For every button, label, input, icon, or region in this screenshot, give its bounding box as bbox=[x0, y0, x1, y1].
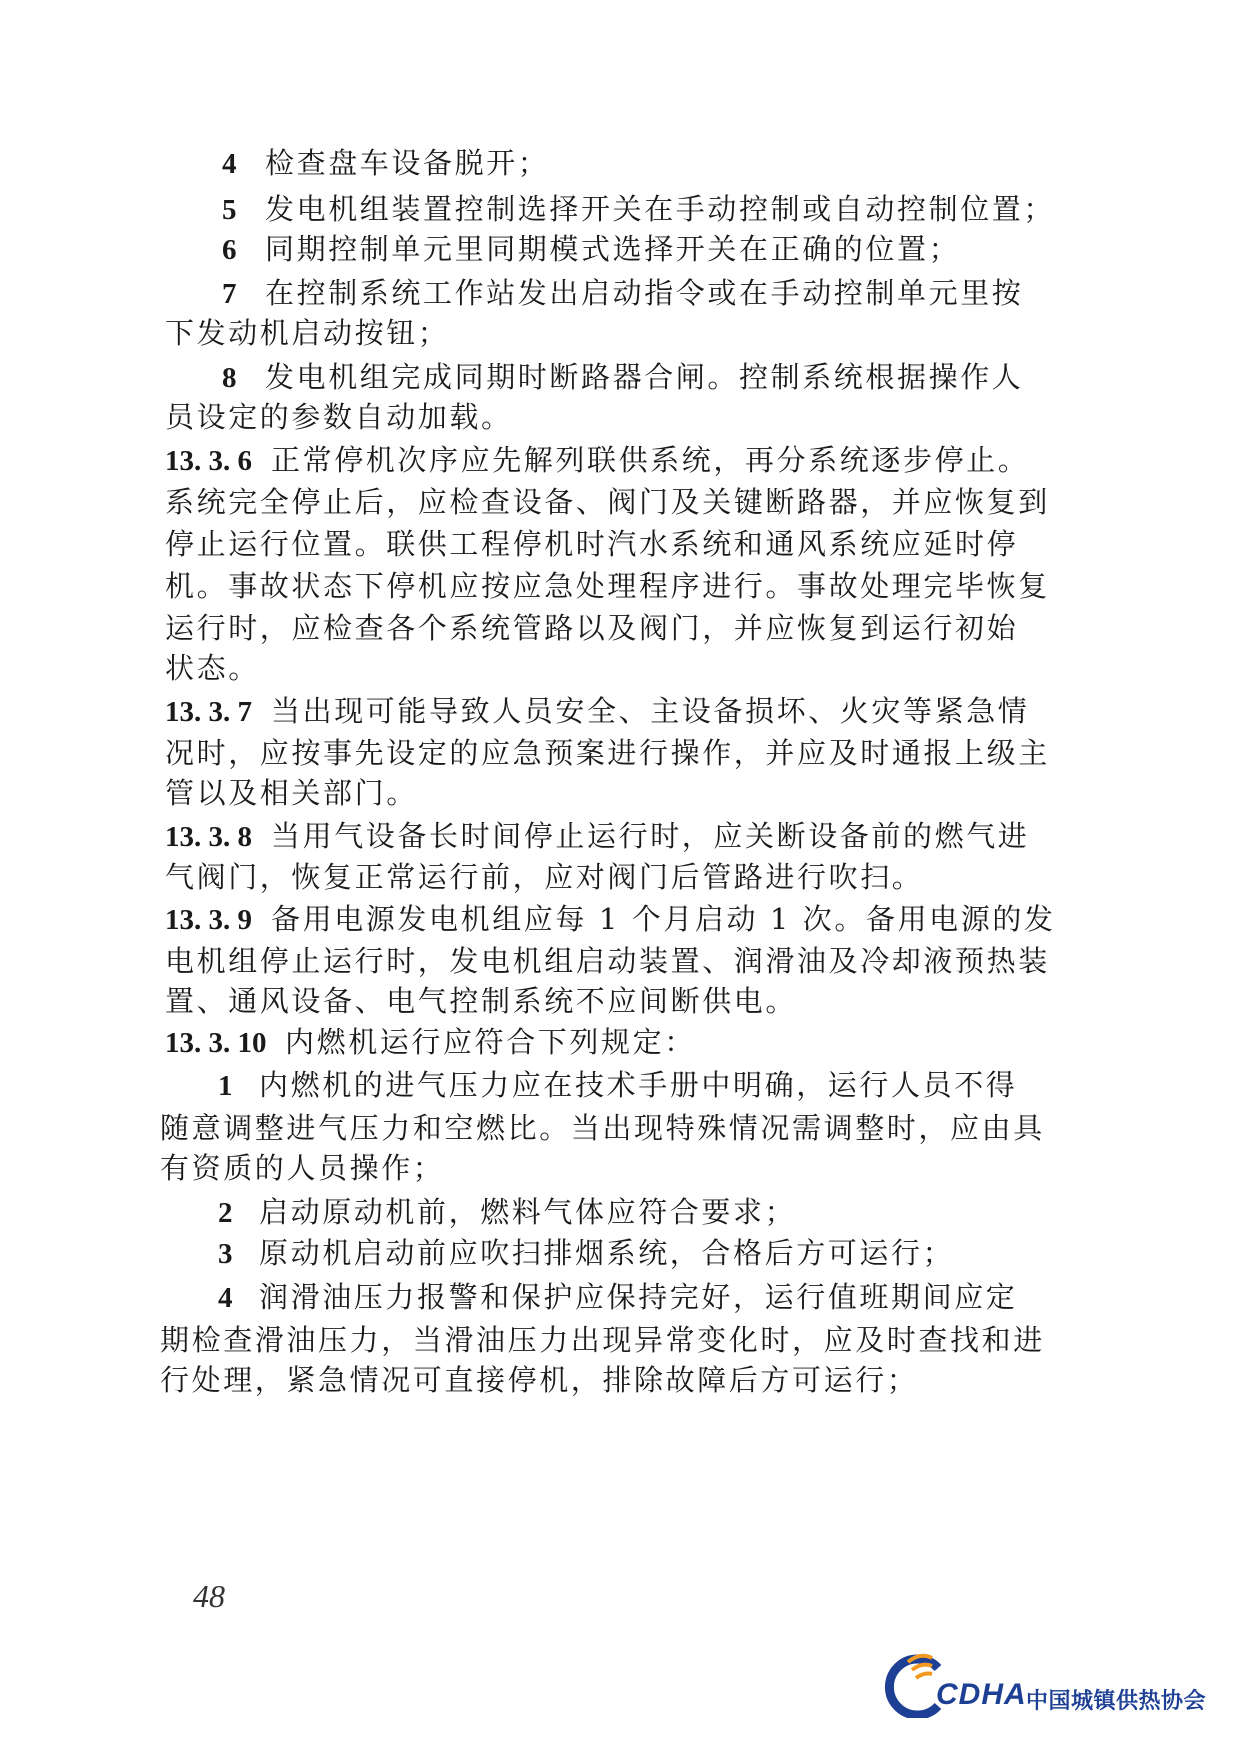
logo-name: 中国城镇供热协会 bbox=[1026, 1689, 1207, 1714]
clause-13-3-9 bbox=[165, 896, 1056, 942]
item-text: 同期控制单元里同期模式选择开关在正确的位置； bbox=[265, 232, 961, 266]
text-line bbox=[160, 1145, 444, 1191]
list-item-4 bbox=[222, 140, 549, 186]
clause-text: 系统完全停止后，应检查设备、阀门及关键断路器，并应恢复到 bbox=[165, 485, 1050, 519]
item-number: 4 bbox=[222, 148, 237, 180]
clause-text: 气阀门，恢复正常运行前，应对阀门后管路进行吹扫。 bbox=[165, 860, 924, 894]
page-number: 48 bbox=[193, 1578, 225, 1614]
clause-13-3-10 bbox=[165, 1019, 696, 1065]
list-item-4b bbox=[218, 1274, 1017, 1320]
clause-text: 运行时，应检查各个系统管路以及阀门，并应恢复到运行初始 bbox=[165, 611, 1019, 645]
item-text: 随意调整进气压力和空燃比。当出现特殊情况需调整时，应由具 bbox=[160, 1111, 1045, 1145]
item-text: 下发动机启动按钮； bbox=[165, 316, 450, 350]
item-text: 有资质的人员操作； bbox=[160, 1151, 445, 1185]
clause-text: 正常停机次序应先解列联供系统，再分系统逐步停止。 bbox=[271, 443, 1030, 477]
text-line bbox=[165, 521, 1018, 567]
item-text: 原动机启动前应吹扫排烟系统，合格后方可运行； bbox=[259, 1236, 955, 1270]
list-item-6 bbox=[222, 226, 960, 272]
item-text: 期检查滑油压力，当滑油压力出现异常变化时，应及时查找和进 bbox=[160, 1323, 1045, 1357]
item-number: 1 bbox=[218, 1070, 233, 1102]
item-text: 在控制系统工作站发出启动指令或在手动控制单元里按 bbox=[265, 276, 1024, 310]
clause-text: 内燃机运行应符合下列规定： bbox=[285, 1025, 696, 1059]
item-number: 8 bbox=[222, 362, 237, 394]
item-text: 行处理，紧急情况可直接停机，排除故障后方可运行； bbox=[160, 1363, 919, 1397]
clause-text: 备用电源发电机组应每 1 个月启动 1 次。备用电源的发 bbox=[271, 902, 1056, 936]
text-line bbox=[165, 605, 1018, 651]
clause-13-3-8 bbox=[165, 813, 1029, 859]
text-line bbox=[165, 479, 1050, 525]
clause-text: 状态。 bbox=[165, 651, 260, 685]
clause-number: 13. 3. 7 bbox=[165, 696, 252, 728]
item-number: 3 bbox=[218, 1238, 233, 1270]
text-line bbox=[165, 563, 1050, 609]
item-text: 启动原动机前，燃料气体应符合要求； bbox=[259, 1195, 797, 1229]
list-item-3 bbox=[218, 1230, 954, 1276]
clause-number: 13. 3. 9 bbox=[165, 904, 252, 936]
item-text: 发电机组装置控制选择开关在手动控制或自动控制位置； bbox=[265, 192, 1056, 226]
clause-text: 况时，应按事先设定的应急预案进行操作，并应及时通报上级主 bbox=[165, 736, 1050, 770]
text-line bbox=[165, 978, 797, 1024]
text-line bbox=[165, 770, 418, 816]
item-number: 4 bbox=[218, 1282, 233, 1314]
text-line bbox=[160, 1357, 918, 1403]
list-item-1 bbox=[218, 1062, 1017, 1108]
item-number: 7 bbox=[222, 278, 237, 310]
text-line bbox=[165, 310, 449, 356]
item-number: 5 bbox=[222, 194, 237, 226]
item-number: 6 bbox=[222, 234, 237, 266]
item-text: 润滑油压力报警和保护应保持完好，运行值班期间应定 bbox=[259, 1280, 1018, 1314]
clause-number: 13. 3. 8 bbox=[165, 821, 252, 853]
text-line bbox=[165, 394, 513, 440]
text-line bbox=[165, 645, 260, 691]
clause-text: 管以及相关部门。 bbox=[165, 776, 418, 810]
clause-text: 电机组停止运行时，发电机组启动装置、润滑油及冷却液预热装 bbox=[165, 944, 1050, 978]
list-item-2 bbox=[218, 1189, 796, 1235]
item-text: 检查盘车设备脱开； bbox=[265, 146, 550, 180]
clause-text: 停止运行位置。联供工程停机时汽水系统和通风系统应延时停 bbox=[165, 527, 1019, 561]
item-text: 发电机组完成同期时断路器合闸。控制系统根据操作人 bbox=[265, 360, 1024, 394]
item-text: 员设定的参数自动加载。 bbox=[165, 400, 513, 434]
clause-13-3-6 bbox=[165, 437, 1029, 483]
clause-text: 机。事故状态下停机应按应急处理程序进行。事故处理完毕恢复 bbox=[165, 569, 1050, 603]
clause-text: 当用气设备长时间停止运行时，应关断设备前的燃气进 bbox=[271, 819, 1030, 853]
clause-text: 当出现可能导致人员安全、主设备损坏、火灾等紧急情 bbox=[271, 694, 1030, 728]
item-number: 2 bbox=[218, 1197, 233, 1229]
logo-abbr: CDHA bbox=[936, 1678, 1027, 1711]
clause-number: 13. 3. 6 bbox=[165, 445, 252, 477]
clause-13-3-7 bbox=[165, 688, 1029, 734]
clause-text: 置、通风设备、电气控制系统不应间断供电。 bbox=[165, 984, 798, 1018]
publisher-logo bbox=[880, 1648, 1210, 1718]
text-line bbox=[165, 854, 923, 900]
clause-number: 13. 3. 10 bbox=[165, 1027, 267, 1059]
item-text: 内燃机的进气压力应在技术手册中明确，运行人员不得 bbox=[259, 1068, 1018, 1102]
